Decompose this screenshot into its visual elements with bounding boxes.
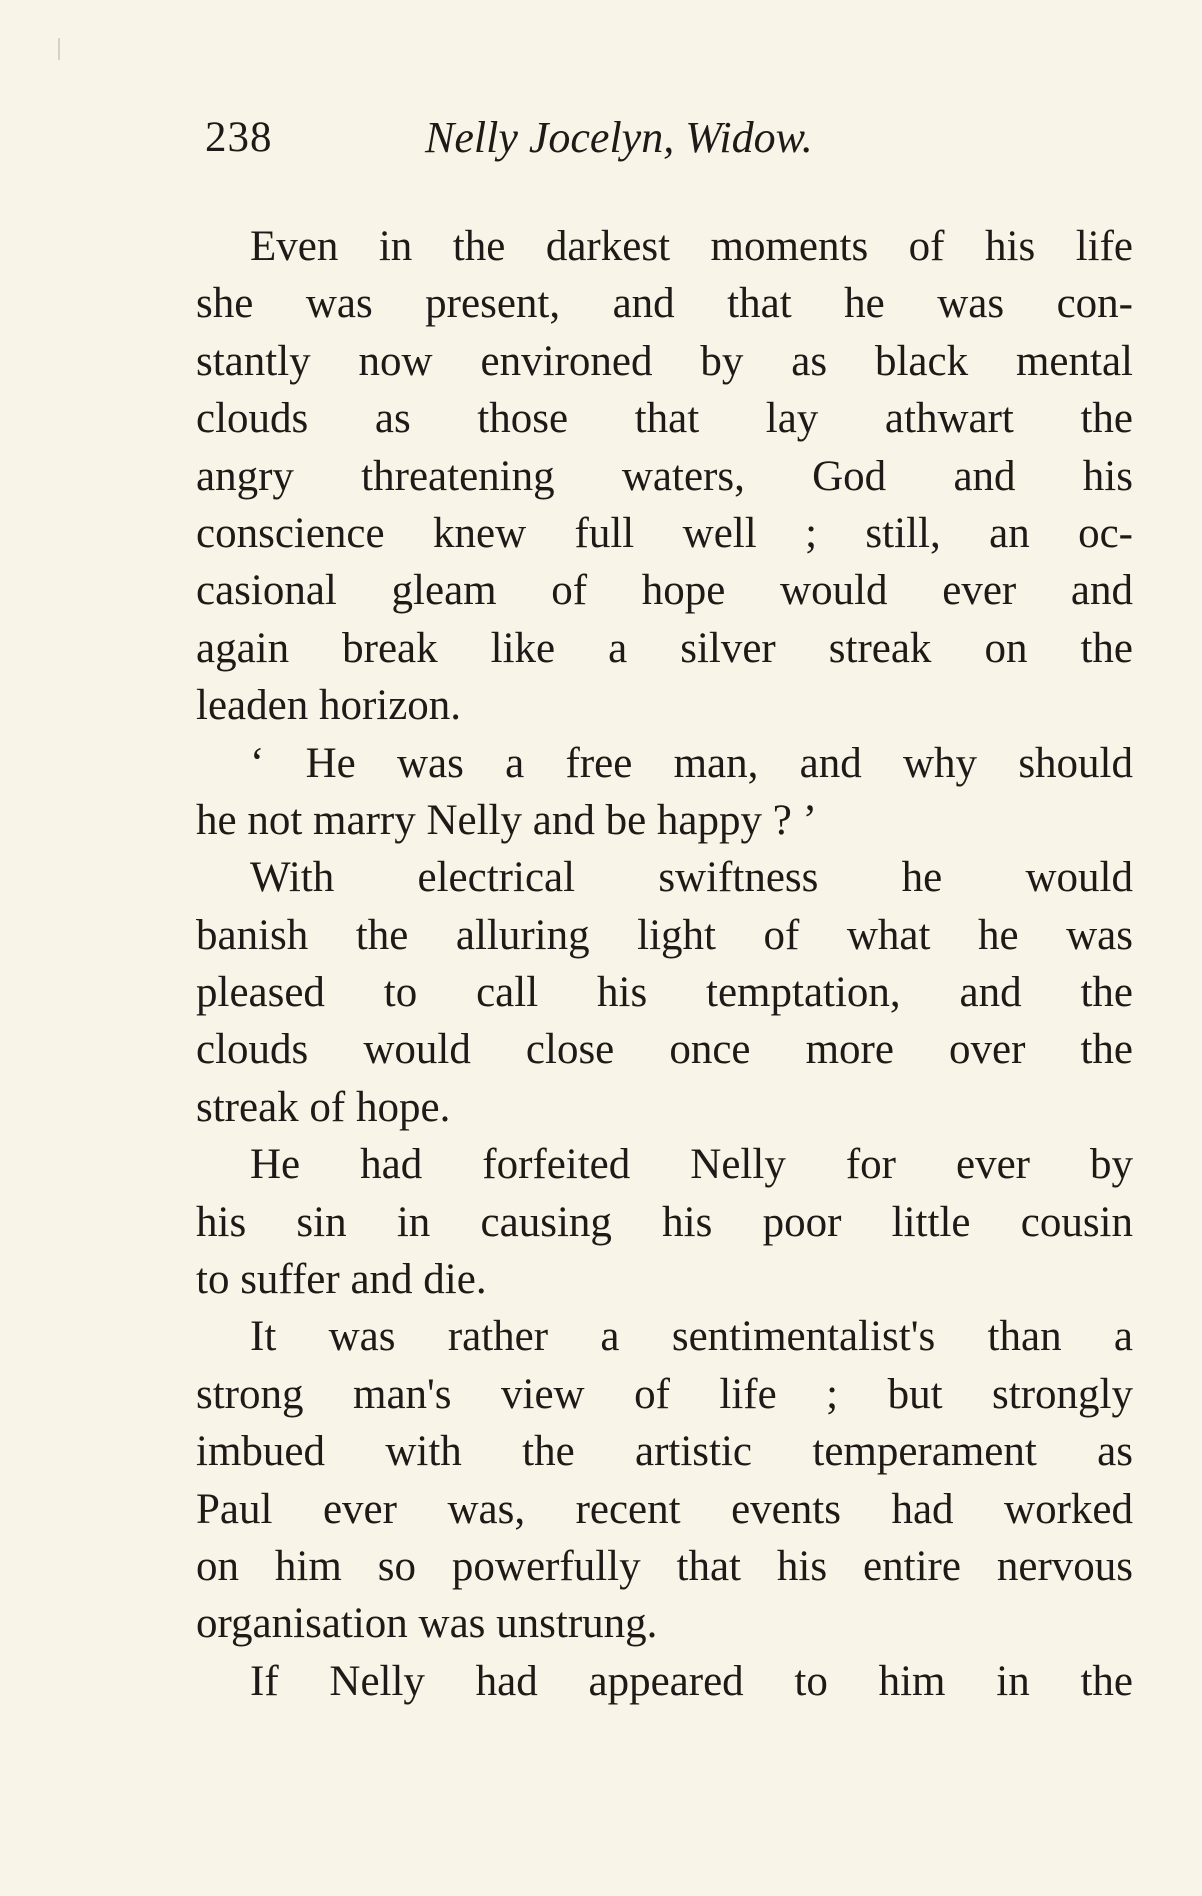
text-line: stantly now environed by as black mental xyxy=(196,337,1133,385)
text-line: Paul ever was, recent events had worked xyxy=(196,1485,1133,1533)
text-line: strong man's view of life ; but strongly xyxy=(196,1370,1133,1418)
text-line: angry threatening waters, God and his xyxy=(196,452,1133,500)
text-line: It was rather a sentimentalist's than a xyxy=(250,1313,1133,1361)
text-line: pleased to call his temptation, and the xyxy=(196,969,1133,1017)
text-line: again break like a silver streak on the xyxy=(196,624,1133,672)
text-line: streak of hope. xyxy=(196,1083,451,1131)
text-line: casional gleam of hope would ever and xyxy=(196,567,1133,615)
text-line: she was present, and that he was con- xyxy=(196,280,1133,328)
body-text xyxy=(196,218,1133,1710)
text-line: Even in the darkest moments of his life xyxy=(250,223,1133,270)
text-line: conscience knew full well ; still, an oc- xyxy=(196,509,1133,557)
page-mark xyxy=(58,38,60,60)
text-line: clouds as those that lay athwart the xyxy=(196,395,1133,443)
text-line: If Nelly had appeared to him in the xyxy=(250,1657,1133,1705)
page-header xyxy=(205,108,965,168)
text-line: leaden horizon. xyxy=(196,682,462,730)
text-line: banish the alluring light of what he was xyxy=(196,911,1133,959)
text-line: clouds would close once more over the xyxy=(196,1026,1133,1074)
text-line: he not marry Nelly and be happy ? ’ xyxy=(196,796,817,844)
text-line: He had forfeited Nelly for ever by xyxy=(250,1141,1133,1189)
text-line: organisation was unstrung. xyxy=(196,1600,658,1648)
text-line: to suffer and die. xyxy=(196,1256,487,1304)
text-line: imbued with the artistic temperament as xyxy=(196,1428,1133,1476)
running-title: Nelly Jocelyn, Widow. xyxy=(425,113,813,162)
text-line: his sin in causing his poor little cousin xyxy=(196,1198,1133,1246)
page-number: 238 xyxy=(205,114,273,161)
text-line: on him so powerfully that his entire nervous xyxy=(196,1542,1133,1590)
text-line: ‘ He was a free man, and why should xyxy=(250,739,1133,787)
text-line: With electrical swiftness he would xyxy=(250,854,1133,902)
